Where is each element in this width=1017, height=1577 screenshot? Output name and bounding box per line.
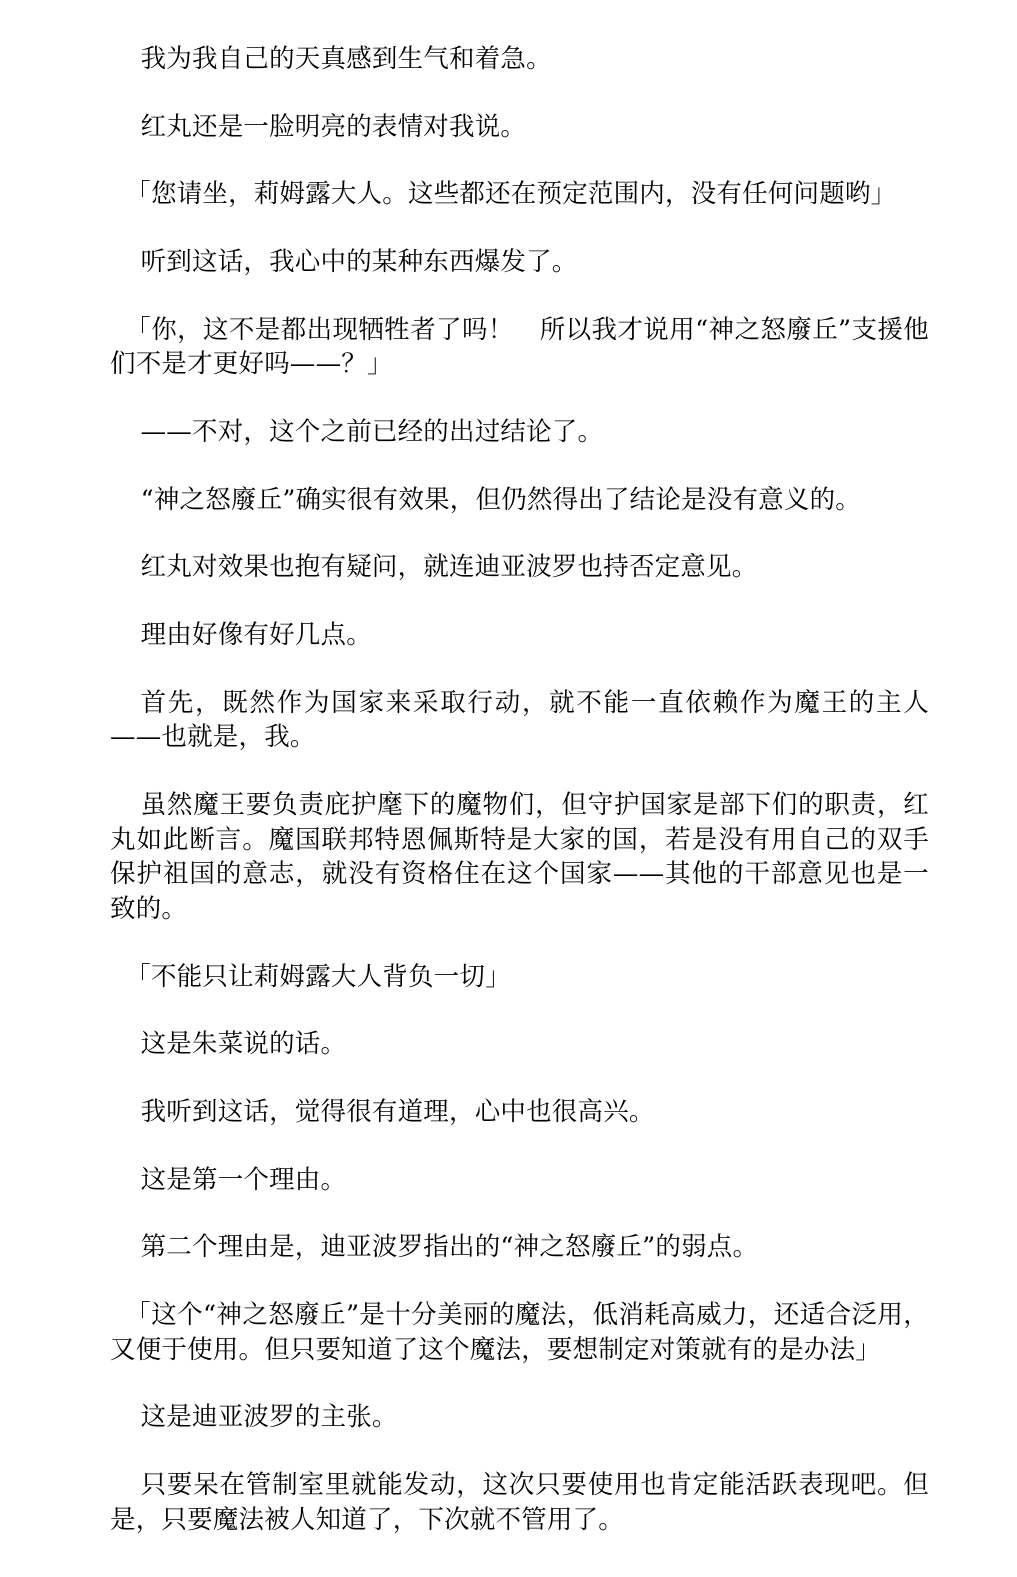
paragraph: 理由好像有好几点。 bbox=[140, 620, 372, 651]
paragraph: 虽然魔王要负责庇护麾下的魔物们，但守护国家是部下们的职责，红丸如此断言。魔国联邦特恩佩斯特是大家的国，若是没有用自己的双手保护祖国的意志，就没有资格住在这个国家——其他的干部意见也是一致的。 bbox=[110, 790, 929, 925]
paragraph: 「你，这不是都出现牺牲者了吗！ 所以我才说用“神之怒廢丘”支援他们不是才更好吗——？」 bbox=[110, 314, 929, 380]
paragraph: 红丸还是一脸明亮的表情对我说。 bbox=[140, 111, 527, 142]
paragraph: 我为我自己的天真感到生气和着急。 bbox=[140, 44, 552, 74]
document-body bbox=[110, 42, 929, 1537]
paragraph: 这是迪亚波罗的主张。 bbox=[140, 1402, 398, 1433]
paragraph: “神之怒廢丘”确实很有效果，但仍然得出了结论是没有意义的。 bbox=[140, 484, 861, 515]
paragraph: ——不对，这个之前已经的出过结论了。 bbox=[140, 417, 604, 448]
paragraph: 我听到这话，觉得很有道理，心中也很高兴。 bbox=[140, 1097, 655, 1128]
paragraph: 这是朱菜说的话。 bbox=[140, 1029, 347, 1060]
paragraph: 红丸对效果也抱有疑问，就连迪亚波罗也持否定意见。 bbox=[140, 552, 758, 583]
paragraph: 「您请坐，莉姆露大人。这些都还在预定范围内，没有任何问题哟」 bbox=[125, 179, 897, 210]
paragraph: 首先，既然作为国家来采取行动，就不能一直依赖作为魔王的主人——也就是，我。 bbox=[110, 687, 929, 753]
paragraph: 这是第一个理由。 bbox=[140, 1164, 347, 1195]
paragraph: 只要呆在管制室里就能发动，这次只要使用也肯定能活跃表现吧。但是，只要魔法被人知道了，下次就不管用了。 bbox=[110, 1470, 929, 1535]
paragraph: 「这个“神之怒廢丘”是十分美丽的魔法，低消耗高威力，还适合泛用，又便于使用。但只要知道了这个魔法，要想制定对策就有的是办法」 bbox=[110, 1300, 929, 1365]
paragraph: 第二个理由是，迪亚波罗指出的“神之怒廢丘”的弱点。 bbox=[140, 1232, 759, 1263]
paragraph: 「不能只让莉姆露大人背负一切」 bbox=[125, 961, 511, 992]
paragraph: 听到这话，我心中的某种东西爆发了。 bbox=[140, 247, 578, 278]
